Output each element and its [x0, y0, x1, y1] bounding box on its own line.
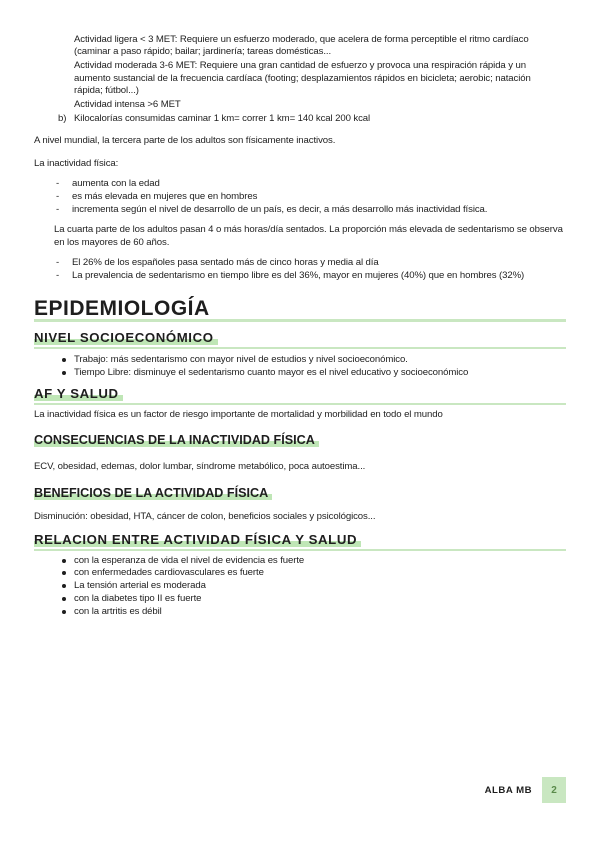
consecuencias-heading: CONSECUENCIAS DE LA INACTIVIDAD FÍSICA	[34, 432, 319, 448]
list-item: - El 26% de los españoles pasa sentado más de cinco horas y media al día	[0, 257, 566, 269]
af-salud-section	[34, 385, 600, 405]
list-item: - La prevalencia de sedentarismo en tiempo libre es del 36%, mayor en mujeres (40%) que en hombres (32%)	[0, 270, 566, 282]
item-b-label: b)	[58, 112, 67, 124]
relacion-heading: RELACION ENTRE ACTIVIDAD FÍSICA Y SALUD	[34, 532, 361, 548]
item-b-text: Kilocalorías consumidas caminar 1 km= correr 1 km= 140 kcal 200 kcal	[74, 112, 371, 124]
socio-list	[0, 354, 600, 379]
section-title: EPIDEMIOLOGÍA	[34, 297, 210, 320]
list-item: - incrementa según el nivel de desarrollo de un país, es decir, a más desarrollo más inactividad física.	[0, 204, 566, 216]
intensity-moderate: Actividad moderada 3-6 MET: Requiere una gran cantidad de esfuerzo y provoca una respiración rápida y un aumento sustancial de la frecuencia cardíaca (footing; desplazamientos rápidos en bicicleta; aerobic; natación rápida; fútbol...)	[74, 60, 531, 97]
af-salud-heading: AF Y SALUD	[34, 386, 123, 402]
list-item: La tensión arterial es moderada	[0, 580, 554, 592]
intensity-vigorous: Actividad intensa >6 MET	[74, 99, 181, 111]
list-item: con la diabetes tipo II es fuerte	[0, 593, 554, 605]
socio-heading-rule	[34, 347, 566, 349]
relacion-heading-rule	[34, 549, 566, 551]
socio-heading: NIVEL SOCIOECONÓMICO	[34, 330, 218, 346]
author-name: ALBA MB	[484, 784, 532, 796]
worldwide-statement: A nivel mundial, la tercera parte de los adultos son físicamente inactivos.	[34, 135, 336, 147]
consecuencias-section	[34, 431, 600, 449]
consecuencias-text: ECV, obesidad, edemas, dolor lumbar, síndrome metabólico, poca autoestima...	[34, 460, 366, 472]
list-item: - es más elevada en mujeres que en hombres	[0, 191, 566, 203]
list-item: - aumenta con la edad	[0, 178, 566, 190]
intensity-light: Actividad ligera < 3 MET: Requiere un esfuerzo moderado, que acelera de forma perceptible el ritmo cardíaco (caminar a paso rápido; bailar; jardinería; tareas domésticas...	[74, 34, 529, 58]
spain-list	[0, 257, 600, 282]
intensity-levels	[0, 0, 600, 111]
inactivity-list	[0, 178, 600, 216]
inactivity-intro: La inactividad física:	[34, 157, 119, 169]
af-salud-text: La inactividad física es un factor de riesgo importante de mortalidad y morbilidad en todo el mundo	[34, 409, 443, 421]
beneficios-heading: BENEFICIOS DE LA ACTIVIDAD FÍSICA	[34, 485, 272, 501]
list-item: Tiempo Libre: disminuye el sedentarismo cuanto mayor es el nivel educativo y socioeconómico	[0, 367, 554, 379]
af-salud-heading-rule	[34, 403, 566, 405]
list-item: con la artritis es débil	[0, 606, 554, 618]
list-item: con la esperanza de vida el nivel de evidencia es fuerte	[0, 555, 554, 567]
socio-section	[34, 329, 600, 349]
relacion-section	[34, 531, 600, 551]
list-item: con enfermedades cardiovasculares es fuerte	[0, 567, 554, 579]
relacion-list	[0, 555, 600, 619]
page-number: 2	[542, 777, 566, 803]
list-item: Trabajo: más sedentarismo con mayor nivel de estudios y nivel socioeconómico.	[0, 354, 554, 366]
beneficios-text: Disminución: obesidad, HTA, cáncer de colon, beneficios sociales y psicológicos...	[34, 511, 376, 523]
sitting-paragraph: La cuarta parte de los adultos pasan 4 o más horas/día sentados. La proporción más elevada de sedentarismo se observa en los mayores de 60 años.	[54, 224, 563, 248]
beneficios-section	[34, 484, 600, 502]
item-b	[58, 113, 600, 125]
page-footer	[485, 777, 566, 803]
